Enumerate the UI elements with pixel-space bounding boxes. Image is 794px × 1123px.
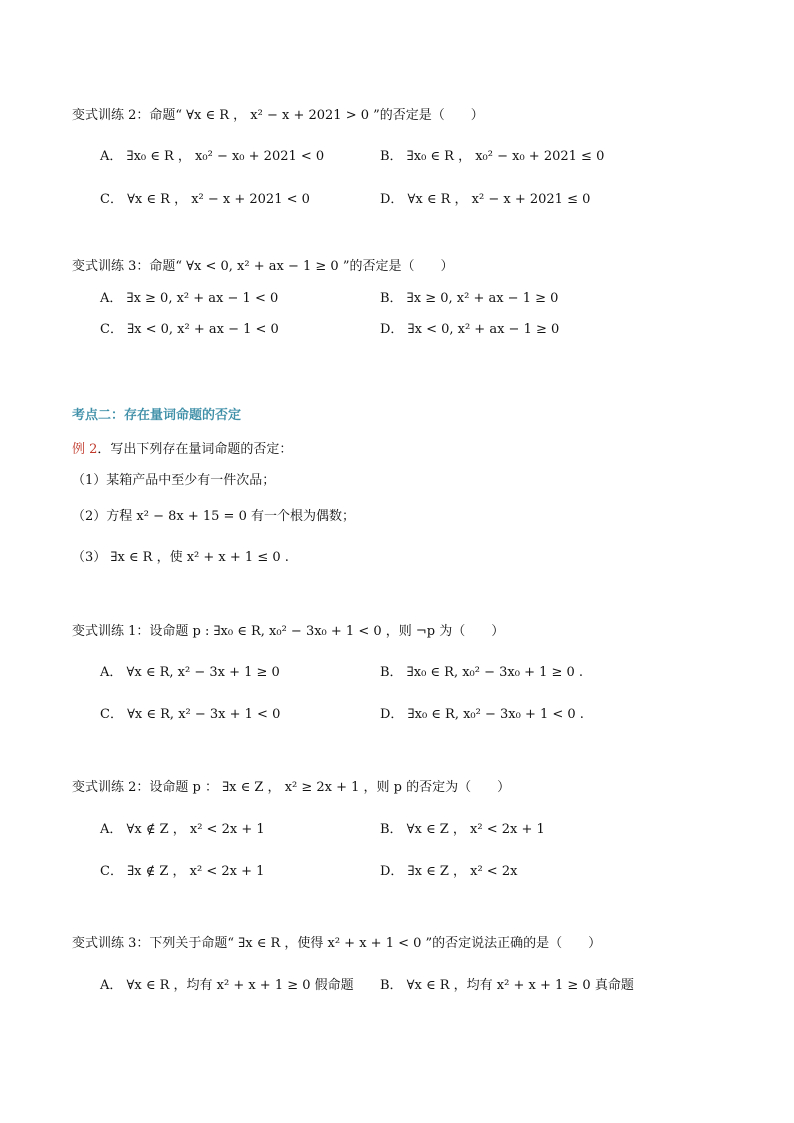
example-item-1: （1）某箱产品中至少有一件次品； xyxy=(72,473,276,488)
option-a[interactable]: A． ∃x ≥ 0, x² + ax − 1 < 0 xyxy=(100,291,279,306)
option-b[interactable]: B． ∃x ≥ 0, x² + ax − 1 ≥ 0 xyxy=(380,291,559,306)
question-3-variant: 变式训练 3：命题“ ∀x < 0, x² + ax − 1 ≥ 0 ”的否定是（ ） xyxy=(72,259,454,274)
option-d[interactable]: D． ∃x₀ ∈ R, x₀² − 3x₀ + 1 < 0 . xyxy=(380,707,584,722)
example-item-3: （3） ∃x ∈ R ，使 x² + x + 1 ≤ 0 . xyxy=(72,550,289,565)
example-2 xyxy=(72,441,292,459)
option-d[interactable]: D． ∀x ∈ R ， x² − x + 2021 ≤ 0 xyxy=(380,192,591,207)
option-a[interactable]: A． ∀x ∈ R ，均有 x² + x + 1 ≥ 0 假命题 xyxy=(100,978,354,993)
example-item-2: （2）方程 x² − 8x + 15 = 0 有一个根为偶数； xyxy=(72,509,355,524)
option-b[interactable]: B． ∀x ∈ Z ， x² < 2x + 1 xyxy=(380,822,545,837)
question-1-variant: 变式训练 1：设命题 p : ∃x₀ ∈ R, x₀² − 3x₀ + 1 < 0 ，则 ¬p 为（ ） xyxy=(72,624,505,639)
question-2-variant: 变式训练 2：命题“ ∀x ∈ R ， x² − x + 2021 > 0 ”的否定是（ ） xyxy=(72,108,484,123)
option-a[interactable]: A． ∃x₀ ∈ R ， x₀² − x₀ + 2021 < 0 xyxy=(100,149,325,164)
section-heading: 考点二：存在量词命题的否定 xyxy=(72,408,242,423)
option-c[interactable]: C． ∃x ∉ Z ， x² < 2x + 1 xyxy=(100,864,265,879)
example-text: ．写出下列存在量词命题的否定： xyxy=(97,442,293,457)
option-d[interactable]: D． ∃x ∈ Z ， x² < 2x xyxy=(380,864,518,879)
option-a[interactable]: A． ∀x ∈ R, x² − 3x + 1 ≥ 0 xyxy=(100,665,280,680)
option-b[interactable]: B． ∃x₀ ∈ R ， x₀² − x₀ + 2021 ≤ 0 xyxy=(380,149,605,164)
option-d[interactable]: D． ∃x < 0, x² + ax − 1 ≥ 0 xyxy=(380,322,560,337)
option-a[interactable]: A． ∀x ∉ Z ， x² < 2x + 1 xyxy=(100,822,265,837)
option-c[interactable]: C． ∀x ∈ R ， x² − x + 2021 < 0 xyxy=(100,192,310,207)
example-label: 例 2 xyxy=(72,442,98,457)
option-b[interactable]: B． ∀x ∈ R ，均有 x² + x + 1 ≥ 0 真命题 xyxy=(380,978,634,993)
option-c[interactable]: C． ∀x ∈ R, x² − 3x + 1 < 0 xyxy=(100,707,281,722)
question-2-variant-b: 变式训练 2：设命题 p ： ∃x ∈ Z ， x² ≥ 2x + 1 ，则 p 的否定为（ ） xyxy=(72,780,511,795)
question-3-variant-b: 变式训练 3：下列关于命题“ ∃x ∈ R ，使得 x² + x + 1 < 0 ”的否定说法正确的是（ ） xyxy=(72,936,602,951)
option-b[interactable]: B． ∃x₀ ∈ R, x₀² − 3x₀ + 1 ≥ 0 . xyxy=(380,665,584,680)
option-c[interactable]: C． ∃x < 0, x² + ax − 1 < 0 xyxy=(100,322,279,337)
